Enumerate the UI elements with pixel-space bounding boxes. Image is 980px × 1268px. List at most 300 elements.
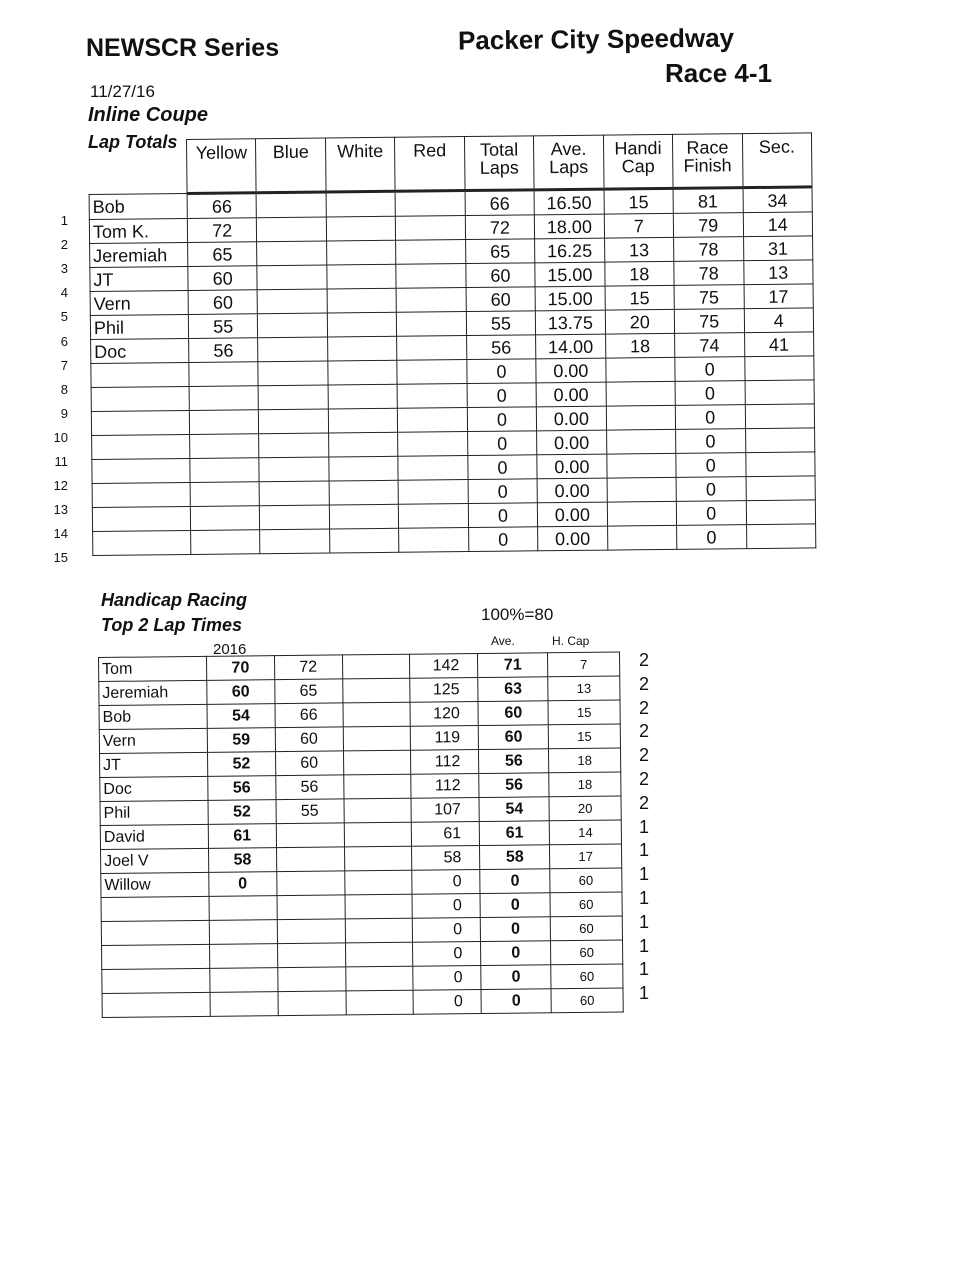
header-total-line1: Total	[480, 139, 519, 160]
cell-hcap: 60	[551, 940, 623, 965]
cell-lap-2016	[209, 896, 277, 921]
row-number: 11	[54, 454, 68, 469]
cell-white	[329, 504, 399, 529]
cell-race-finish: 0	[675, 381, 745, 406]
lap-count: 1	[639, 888, 650, 908]
cell-blank	[343, 774, 411, 799]
cell-name	[102, 992, 210, 1017]
cell-lap-second	[278, 991, 346, 1016]
cell-red	[397, 384, 467, 409]
cell-hcap: 7	[548, 652, 620, 677]
cell-hcap: 15	[548, 724, 620, 749]
header-handi-line2: Cap	[621, 156, 655, 177]
cell-sec: 17	[744, 284, 814, 309]
cell-blank	[345, 942, 413, 967]
cell-name	[91, 386, 189, 411]
cell-total-laps: 0	[467, 359, 537, 384]
cell-white	[327, 312, 397, 337]
row-number: 12	[53, 478, 68, 494]
cell-race-finish: 0	[676, 429, 746, 454]
cell-total-laps: 0	[467, 431, 537, 456]
cell-yellow	[190, 434, 260, 459]
race-title: Race 4-1	[665, 58, 772, 88]
cell-handicap	[606, 453, 676, 478]
cell-blank	[345, 894, 413, 919]
lap-count: 1	[639, 840, 650, 861]
cell-average: 0	[481, 941, 551, 966]
cell-blank	[345, 966, 413, 991]
cell-yellow	[189, 362, 259, 387]
cell-yellow	[191, 530, 261, 555]
cell-white	[329, 456, 399, 481]
lap-count: 1	[639, 911, 650, 932]
header-ave-line2: Laps	[549, 156, 589, 178]
cell-name	[101, 896, 209, 921]
cell-name: Bob	[89, 193, 187, 219]
cell-lap-2016: 52	[207, 752, 275, 777]
cell-average: 0	[480, 893, 550, 918]
cell-sec	[745, 428, 815, 453]
header-race-line1: Race	[686, 137, 729, 158]
cell-average: 0	[480, 869, 550, 894]
cell-ave-laps: 0.00	[537, 430, 607, 455]
cell-ave-laps: 0.00	[537, 454, 607, 479]
cell-blue	[258, 361, 328, 386]
cell-lap-2016: 56	[208, 776, 276, 801]
cell-blue	[260, 481, 330, 506]
cell-total: 0	[413, 918, 481, 943]
cell-average: 63	[478, 677, 548, 702]
cell-total-laps: 0	[467, 383, 537, 408]
cell-blue	[260, 505, 330, 530]
cell-blank	[344, 870, 412, 895]
cell-ave-laps: 0.00	[536, 382, 606, 407]
cell-hcap: 20	[549, 796, 621, 821]
cell-blank	[342, 678, 410, 703]
cell-yellow: 72	[187, 218, 257, 243]
cell-white	[328, 408, 398, 433]
cell-lap-2016: 58	[208, 848, 276, 873]
header-yellow: Yellow	[187, 139, 257, 194]
cell-blue	[258, 337, 328, 362]
cell-ave-laps: 13.75	[536, 310, 606, 335]
lap-count: 2	[639, 673, 650, 694]
lap-count: 2	[639, 792, 650, 813]
cell-lap-2016: 70	[206, 656, 274, 681]
cell-name	[92, 506, 190, 531]
cell-race-finish: 0	[676, 501, 746, 526]
cell-hcap: 60	[550, 892, 622, 917]
cell-lap-second: 56	[275, 775, 343, 800]
cell-hcap: 60	[550, 916, 622, 941]
cell-name: David	[100, 824, 208, 849]
cell-white	[326, 240, 396, 265]
cell-hcap: 60	[551, 988, 623, 1013]
cell-race-finish: 79	[673, 213, 743, 238]
cell-name	[101, 920, 209, 945]
cell-name: Bob	[99, 704, 207, 729]
header-blue: Blue	[256, 138, 326, 193]
cell-race-finish: 0	[675, 405, 745, 430]
cell-name	[102, 968, 210, 993]
cell-handicap	[606, 405, 676, 430]
cell-name: Phil	[100, 800, 208, 825]
cell-sec: 13	[743, 260, 813, 285]
handicap-row	[102, 988, 623, 1017]
cell-lap-second: 72	[274, 655, 342, 680]
cell-handicap	[606, 381, 676, 406]
row-number: 9	[60, 405, 68, 421]
cell-ave-laps: 15.00	[535, 262, 605, 287]
cell-race-finish: 75	[674, 285, 744, 310]
header-race-line2: Finish	[683, 155, 732, 176]
lap-count: 2	[639, 721, 650, 742]
cell-race-finish: 78	[674, 261, 744, 286]
cell-lap-2016: 60	[207, 680, 275, 705]
cell-hcap: 17	[550, 844, 622, 869]
cell-name: Vern	[90, 290, 188, 315]
cell-total-laps: 65	[465, 239, 535, 264]
series-title: NEWSCR Series	[86, 34, 280, 62]
cell-yellow: 65	[188, 242, 258, 267]
cell-hcap: 18	[549, 772, 621, 797]
row-number: 14	[53, 526, 68, 542]
cell-total: 120	[410, 702, 478, 727]
cell-hcap: 14	[549, 820, 621, 845]
cell-white	[328, 432, 398, 457]
cell-name: Tom	[99, 656, 207, 681]
handicap-subtitle: Top 2 Lap Times	[101, 615, 243, 635]
cell-blank	[343, 702, 411, 727]
cell-handicap: 18	[604, 261, 674, 286]
cell-ave-laps: 0.00	[538, 502, 608, 527]
cell-average: 0	[481, 989, 551, 1014]
cell-lap-second: 65	[274, 679, 342, 704]
cell-ave-laps: 0.00	[537, 478, 607, 503]
hcap-label: H. Cap	[552, 634, 590, 648]
cell-total-laps: 55	[466, 311, 536, 336]
lap-count: 2	[639, 650, 650, 670]
cell-hcap: 15	[548, 700, 620, 725]
cell-red	[397, 312, 467, 337]
cell-blank	[344, 798, 412, 823]
cell-race-finish: 0	[675, 357, 745, 382]
row-number: 6	[60, 333, 68, 349]
cell-blank	[344, 846, 412, 871]
cell-total-laps: 0	[468, 479, 538, 504]
header-handi-line1: Handi	[614, 137, 662, 159]
cell-yellow	[190, 482, 260, 507]
cell-yellow: 66	[187, 193, 257, 219]
cell-name: JT	[100, 752, 208, 777]
row-number: 5	[60, 309, 68, 325]
cell-blank	[345, 918, 413, 943]
header-red: Red	[395, 137, 465, 192]
cell-handicap: 15	[604, 188, 674, 214]
cell-lap-2016	[210, 992, 278, 1017]
header-ave-laps	[534, 135, 604, 190]
cell-average: 54	[479, 797, 549, 822]
cell-ave-laps: 15.00	[535, 286, 605, 311]
lap-count: 2	[639, 769, 650, 789]
cell-blank	[343, 726, 411, 751]
cell-lap-second	[277, 967, 345, 992]
cell-total: 0	[413, 966, 481, 991]
cell-handicap: 7	[604, 213, 674, 238]
cell-name: Tom K.	[89, 218, 187, 243]
cell-red	[398, 408, 468, 433]
cell-red	[396, 216, 466, 241]
cell-yellow	[189, 386, 259, 411]
year-label: 2016	[213, 641, 247, 658]
cell-lap-second	[276, 847, 344, 872]
cell-name: Doc	[100, 776, 208, 801]
cell-lap-second: 55	[276, 799, 344, 824]
handicap-title: Handicap Racing	[101, 590, 248, 610]
cell-total: 112	[411, 774, 479, 799]
row-number: 8	[60, 381, 68, 397]
cell-total: 0	[412, 870, 480, 895]
lap-count: 1	[639, 983, 650, 1004]
cell-hcap: 60	[551, 964, 623, 989]
cell-sec: 4	[744, 308, 814, 333]
cell-blue	[258, 313, 328, 338]
cell-white	[327, 264, 397, 289]
cell-blue	[257, 265, 327, 290]
row-number: 7	[60, 357, 68, 373]
cell-total: 142	[410, 654, 478, 679]
cell-red	[398, 480, 468, 505]
cell-handicap	[606, 429, 676, 454]
cell-handicap	[607, 525, 677, 550]
cell-red	[396, 240, 466, 265]
cell-white	[329, 480, 399, 505]
row-number: 3	[60, 261, 68, 277]
race-date: 11/27/16	[90, 82, 155, 101]
cell-blank	[344, 822, 412, 847]
cell-yellow	[190, 458, 260, 483]
cell-name: Doc	[91, 338, 189, 363]
cell-total-laps: 0	[468, 527, 538, 552]
cell-yellow: 60	[188, 266, 258, 291]
lap-totals-label: Lap Totals	[88, 132, 178, 152]
cell-name	[93, 530, 191, 555]
speedway-title: Packer City Speedway	[457, 22, 735, 56]
cell-sec: 34	[743, 187, 813, 213]
cell-total: 58	[412, 846, 480, 871]
cell-name	[92, 434, 190, 459]
cell-blank	[342, 654, 410, 679]
cell-total-laps: 0	[467, 407, 537, 432]
cell-race-finish: 78	[674, 237, 744, 262]
cell-blue	[257, 217, 327, 242]
cell-red	[396, 288, 466, 313]
lap-count: 1	[639, 816, 650, 837]
cell-blue	[258, 289, 328, 314]
handicap-formula: 100%=80	[481, 605, 554, 624]
cell-ave-laps: 0.00	[537, 406, 607, 431]
cell-blue	[259, 457, 329, 482]
header-total-line2: Laps	[479, 157, 519, 178]
ave-label: Ave.	[491, 634, 515, 648]
cell-lap-2016: 0	[209, 872, 277, 897]
cell-blue	[259, 385, 329, 410]
cell-sec	[745, 452, 815, 477]
cell-hcap: 60	[550, 868, 622, 893]
cell-name	[91, 362, 189, 387]
cell-handicap: 20	[605, 309, 675, 334]
cell-lap-second: 66	[275, 703, 343, 728]
cell-ave-laps: 16.50	[534, 189, 604, 215]
cell-sec	[746, 500, 816, 525]
lap-totals-header-row	[89, 133, 813, 195]
cell-white	[327, 288, 397, 313]
cell-lap-2016	[209, 944, 277, 969]
cell-handicap	[607, 477, 677, 502]
cell-lap-second	[276, 871, 344, 896]
cell-average: 61	[480, 821, 550, 846]
cell-white	[329, 528, 399, 553]
cell-average: 60	[478, 701, 548, 726]
cell-lap-2016: 52	[208, 800, 276, 825]
cell-blue	[257, 192, 327, 218]
lap-count: 1	[639, 935, 650, 956]
cell-red	[399, 528, 469, 553]
row-number: 1	[60, 213, 68, 228]
cell-name: JT	[90, 266, 188, 291]
cell-lap-second: 60	[275, 751, 343, 776]
cell-name	[91, 410, 189, 435]
cell-average: 71	[478, 653, 548, 678]
cell-total-laps: 0	[468, 455, 538, 480]
cell-red	[397, 360, 467, 385]
row-number: 10	[53, 429, 68, 445]
cell-yellow: 60	[188, 290, 258, 315]
cell-handicap: 15	[605, 285, 675, 310]
cell-blue	[260, 529, 330, 554]
cell-average: 56	[479, 773, 549, 798]
lap-totals-table	[88, 132, 816, 556]
cell-sec	[745, 404, 815, 429]
header-blank	[89, 139, 188, 194]
cell-total-laps: 66	[465, 190, 535, 216]
header-handicap	[603, 134, 673, 189]
cell-race-finish: 74	[675, 333, 745, 358]
cell-lap-second	[277, 895, 345, 920]
cell-white	[326, 191, 396, 217]
cell-sec: 14	[743, 212, 813, 237]
cell-blank	[346, 990, 414, 1015]
cell-white	[326, 216, 396, 241]
cell-lap-2016: 59	[207, 728, 275, 753]
cell-name	[92, 482, 190, 507]
cell-total-laps: 56	[466, 335, 536, 360]
cell-average: 0	[481, 965, 551, 990]
cell-hcap: 18	[549, 748, 621, 773]
cell-ave-laps: 18.00	[535, 214, 605, 239]
cell-handicap: 13	[604, 237, 674, 262]
cell-hcap: 13	[548, 676, 620, 701]
cell-average: 56	[479, 749, 549, 774]
cell-sec	[746, 476, 816, 501]
cell-sec	[746, 524, 816, 549]
cell-race-finish: 75	[674, 309, 744, 334]
cell-total: 0	[412, 894, 480, 919]
cell-sec: 41	[744, 332, 814, 357]
cell-name: Vern	[99, 728, 207, 753]
lap-count: 1	[639, 864, 650, 885]
cell-white	[327, 336, 397, 361]
cell-ave-laps: 16.25	[535, 238, 605, 263]
cell-total: 0	[413, 942, 481, 967]
cell-blue	[259, 433, 329, 458]
row-number: 13	[53, 502, 68, 518]
header-race-finish	[673, 134, 743, 189]
cell-race-finish: 0	[677, 525, 747, 550]
cell-name	[92, 458, 190, 483]
cell-total: 0	[413, 990, 481, 1015]
cell-white	[328, 360, 398, 385]
cell-ave-laps: 0.00	[536, 358, 606, 383]
cell-red	[395, 191, 465, 217]
cell-name	[102, 944, 210, 969]
cell-name: Willow	[101, 872, 209, 897]
header-ave-line1: Ave.	[550, 138, 587, 160]
cell-lap-second: 60	[275, 727, 343, 752]
cell-total-laps: 60	[466, 263, 536, 288]
cell-total-laps: 0	[468, 503, 538, 528]
cell-total: 61	[412, 822, 480, 847]
lap-count: 2	[639, 745, 650, 766]
row-number: 4	[60, 285, 68, 301]
cell-red	[398, 456, 468, 481]
cell-lap-2016: 54	[207, 704, 275, 729]
cell-handicap	[605, 357, 675, 382]
cell-name: Joel V	[101, 848, 209, 873]
cell-ave-laps: 14.00	[536, 334, 606, 359]
cell-average: 60	[479, 725, 549, 750]
cell-handicap	[607, 501, 677, 526]
cell-yellow	[190, 506, 260, 531]
lap-count: 2	[639, 697, 650, 718]
cell-sec: 31	[743, 236, 813, 261]
handicap-table	[98, 652, 624, 1018]
cell-total: 112	[411, 750, 479, 775]
cell-red	[398, 432, 468, 457]
cell-yellow: 56	[189, 338, 259, 363]
cell-total: 107	[411, 798, 479, 823]
cell-lap-second	[277, 919, 345, 944]
header-white: White	[325, 137, 395, 192]
lap-count: 1	[639, 959, 650, 980]
row-number: 15	[53, 550, 68, 566]
cell-blue	[257, 241, 327, 266]
cell-red	[399, 504, 469, 529]
cell-ave-laps: 0.00	[538, 526, 608, 551]
cell-lap-2016	[209, 920, 277, 945]
cell-total-laps: 60	[466, 287, 536, 312]
cell-red	[397, 336, 467, 361]
cell-race-finish: 0	[676, 477, 746, 502]
cell-sec	[745, 380, 815, 405]
row-number: 2	[60, 237, 68, 253]
cell-total-laps: 72	[465, 215, 535, 240]
cell-lap-second	[277, 943, 345, 968]
cell-total: 125	[410, 678, 478, 703]
cell-red	[396, 264, 466, 289]
cell-name: Jeremiah	[99, 680, 207, 705]
cell-blank	[343, 750, 411, 775]
